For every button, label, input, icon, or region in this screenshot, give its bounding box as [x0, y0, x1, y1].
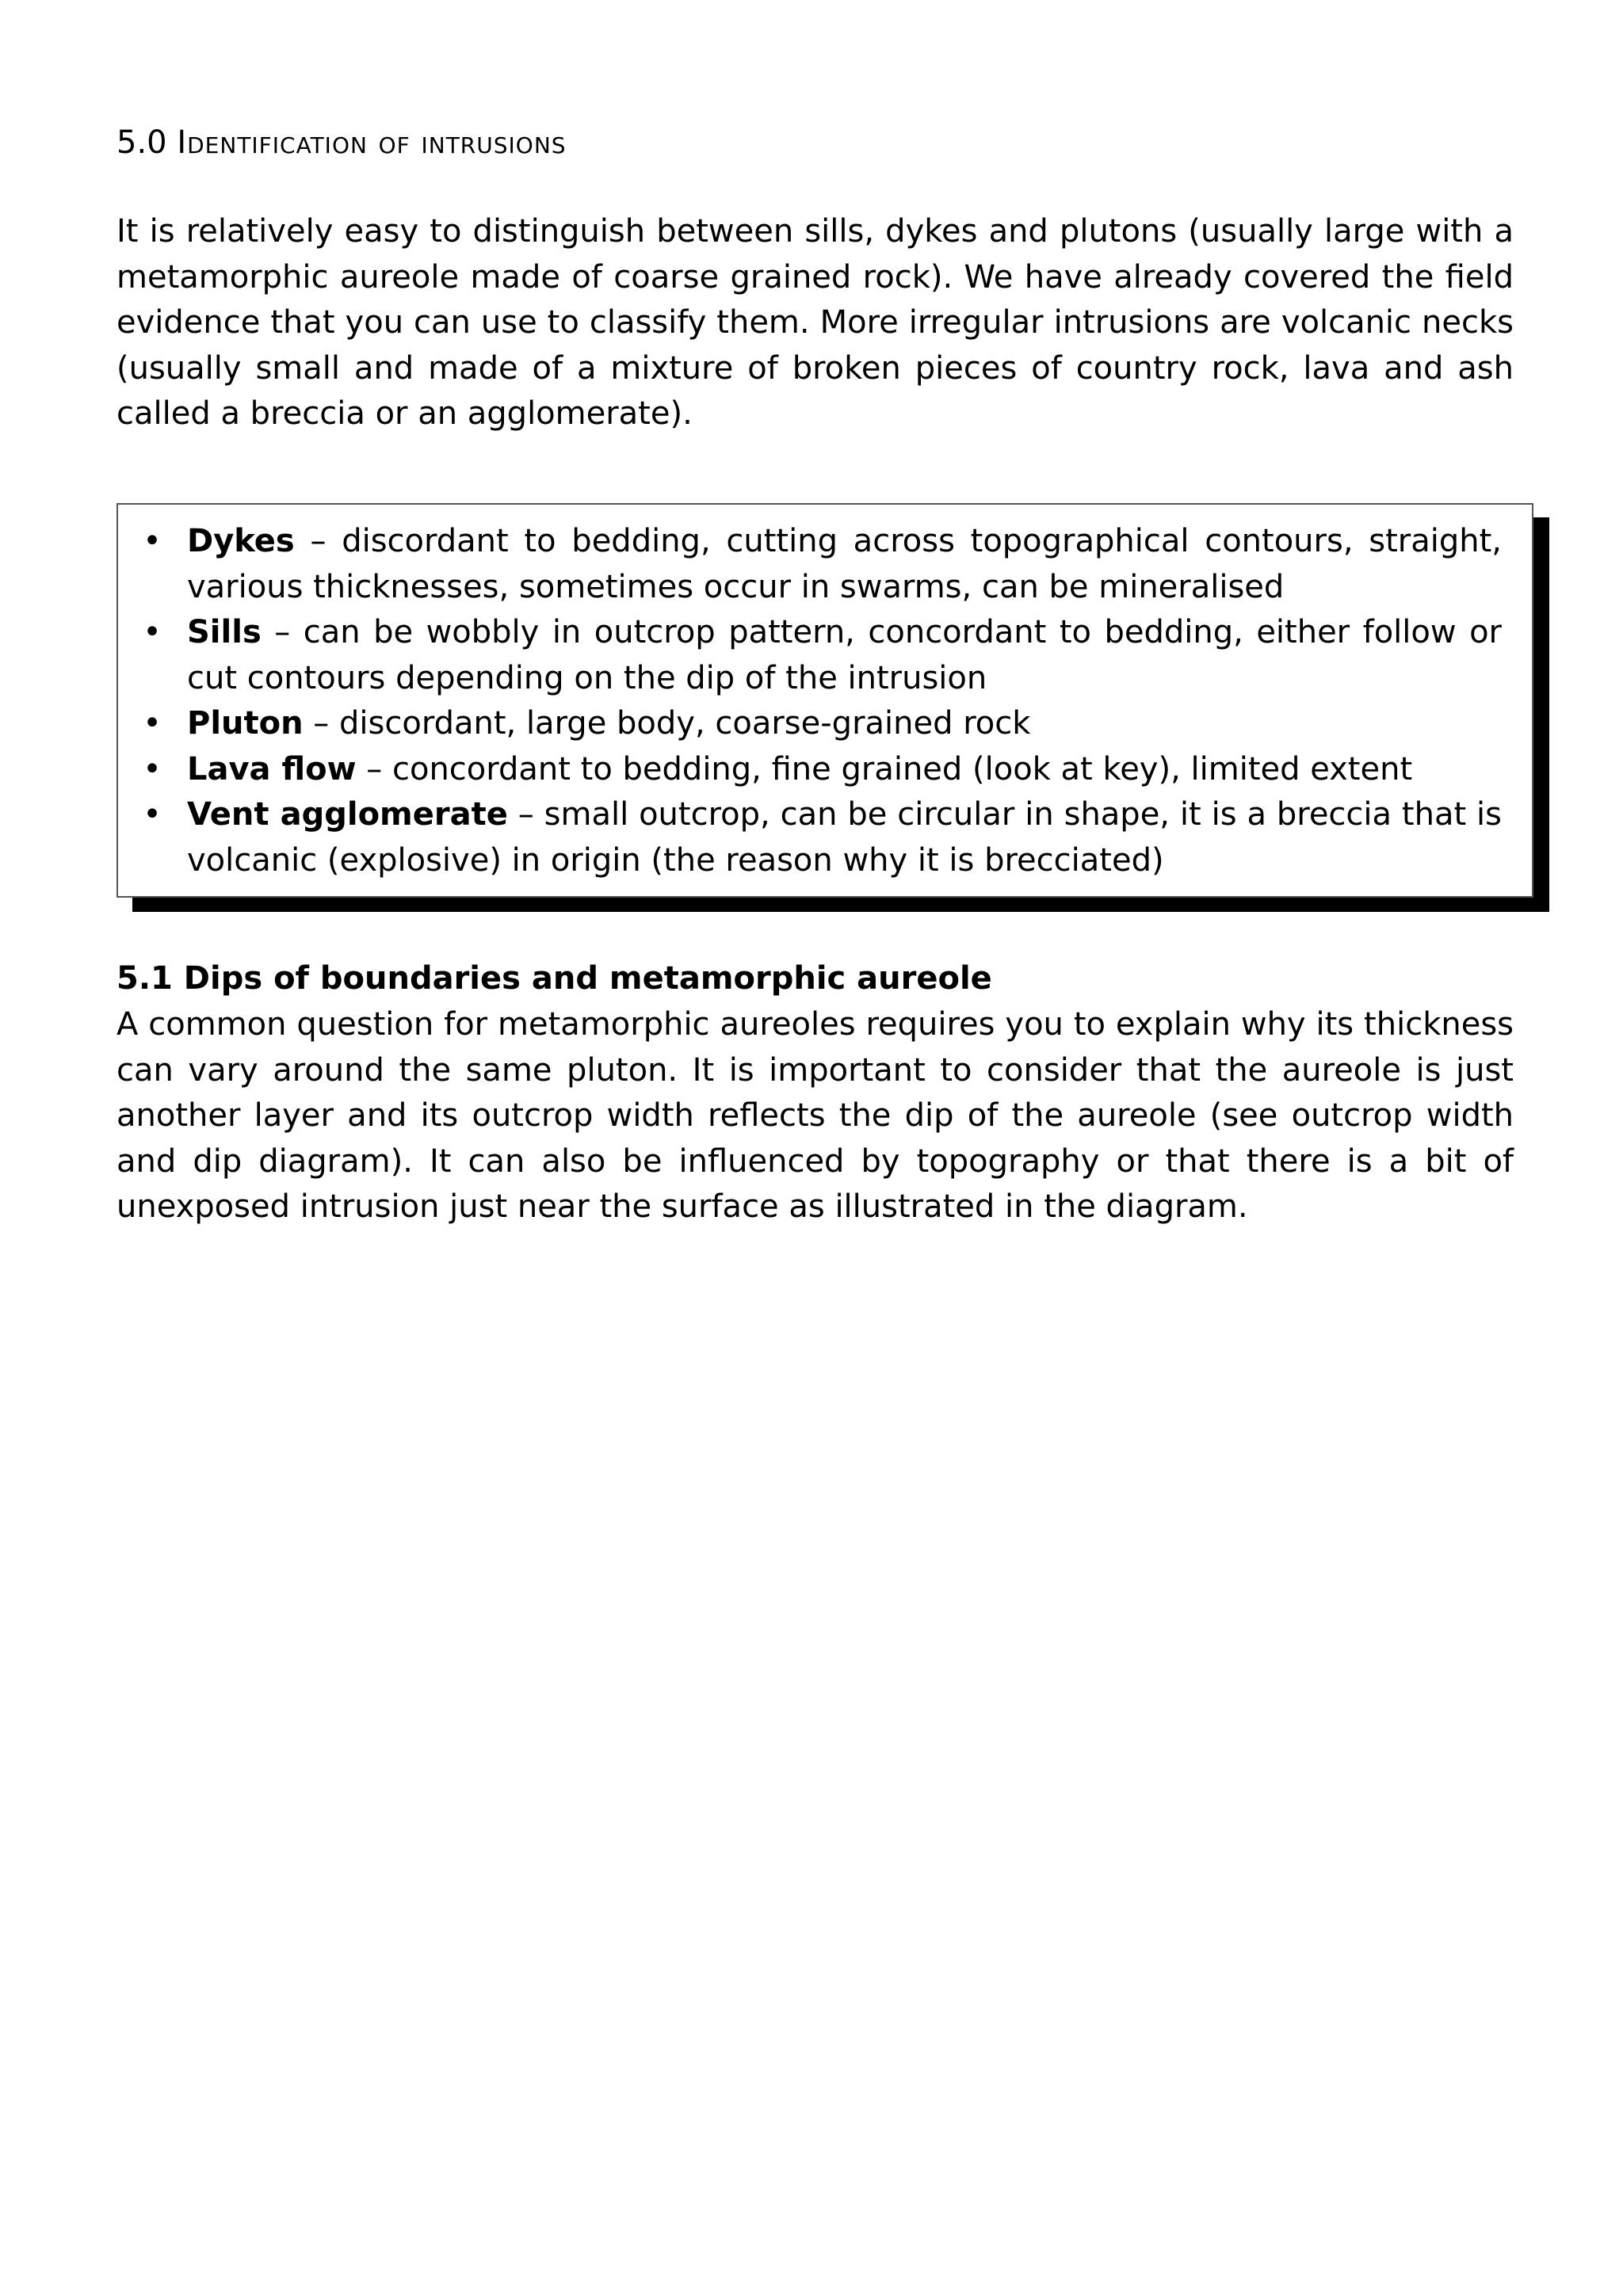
- section-title: Identification of intrusions: [177, 124, 567, 161]
- list-item-pluton: [118, 701, 1532, 747]
- intrusion-types-list: [118, 519, 1532, 883]
- section-heading: [116, 120, 567, 165]
- subsection-paragraph: A common question for metamorphic aureoles requires you to explain why its thickness can vary around the same pluton. It is important to consider that the aureole is just another layer and its outcrop width reflects the dip of the aureole (see outcrop width and dip diagram). It can also be influenced by topography or that there is a bit of unexposed intrusion just near the surface as illustrated in the diagram.: [116, 1006, 1514, 1225]
- subsection-heading: 5.1 Dips of boundaries and metamorphic aureole: [116, 960, 992, 997]
- list-item-lava-flow: [118, 747, 1532, 793]
- intrusion-types-callout: [116, 503, 1533, 898]
- term-vent-agglomerate: Vent agglomerate: [187, 796, 508, 833]
- bullet-icon: •: [143, 523, 162, 559]
- intro-paragraph: It is relatively easy to distinguish between sills, dykes and plutons (usually large with a metamorphic aureole made of coarse grained rock). We have already covered the field evidence that you can use to classify them. More irregular intrusions are volcanic necks (usually small and made of a mixture of broken pieces of country rock, lava and ash called a breccia or an agglomerate).: [116, 213, 1514, 432]
- bullet-icon: •: [143, 614, 162, 650]
- bullet-icon: •: [143, 750, 162, 788]
- description-vent-agglomerate: – small outcrop, can be circular in shape, it is a breccia that is volcanic (explosive) in origin (the reason why it is brecciated): [187, 796, 1503, 879]
- list-item-dykes: [118, 519, 1532, 610]
- section-number: 5.0: [116, 124, 178, 161]
- description-sills: – can be wobbly in outcrop pattern, concordant to bedding, either follow or cut contours depending on the dip of the intrusion: [187, 614, 1502, 696]
- bullet-icon: •: [143, 705, 162, 742]
- list-item-sills: [118, 610, 1532, 701]
- term-pluton: Pluton: [187, 705, 304, 742]
- term-dykes: Dykes: [187, 523, 295, 559]
- description-pluton: – discordant, large body, coarse-grained rock: [303, 705, 1031, 742]
- term-sills: Sills: [187, 614, 262, 650]
- description-lava-flow: – concordant to bedding, fine grained (look at key), limited extent: [356, 750, 1413, 788]
- description-dykes: – discordant to bedding, cutting across topographical contours, straight, various thicknesses, sometimes occur in swarms, can be mineralised: [187, 523, 1502, 605]
- term-lava-flow: Lava flow: [187, 750, 357, 788]
- bullet-icon: •: [143, 796, 162, 833]
- list-item-vent-agglomerate: [118, 792, 1532, 883]
